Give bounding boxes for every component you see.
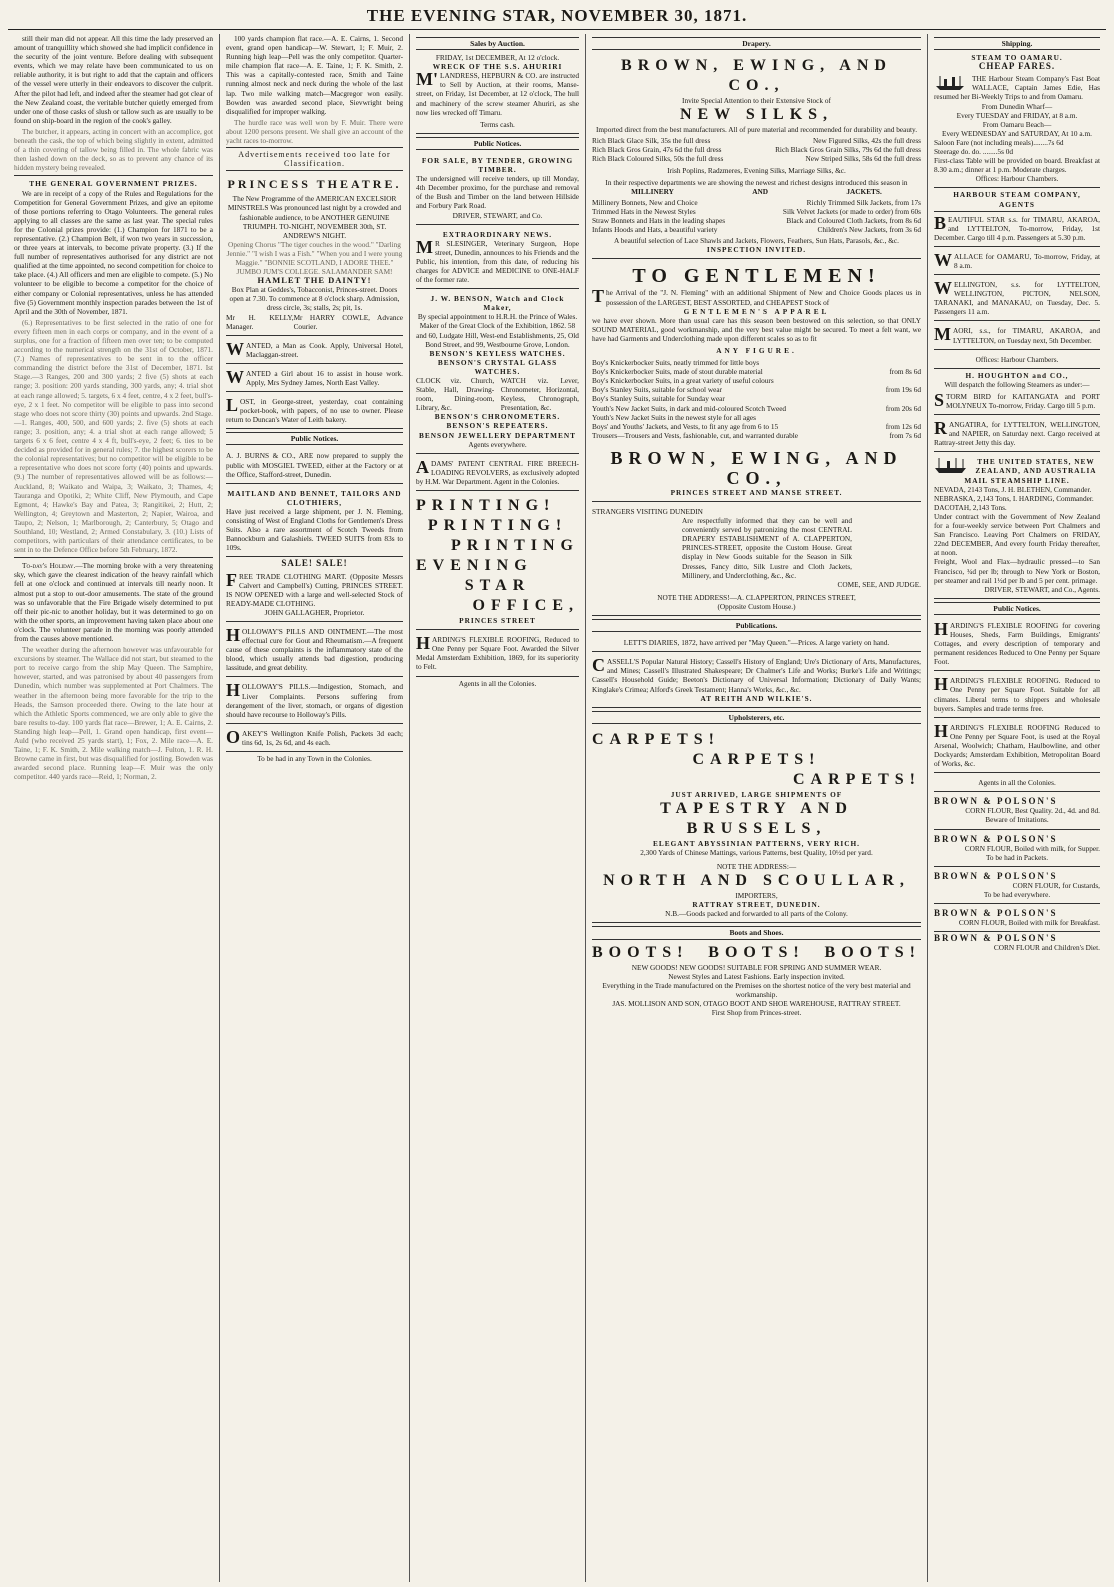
contract-line: Under contract with the Government of New Zealand for a four-weekly service between Port Chalmers and San Francisco. Leaving Port Chalmers on FRIDAY, 22nd DECEMBER, And every fourth Friday thereafter, at noon.: [934, 511, 1100, 558]
wellington-ad: WELLINGTON, s.s. for LYTTELTON, WELLINGTON, PICTON, NELSON, TARANAKI, and MANAKAU, on Tuesday, Dec. 5. Passengers 11 a.m.: [934, 277, 1100, 321]
sale-banner: SALE! SALE!: [281, 558, 348, 569]
printing-ad: [416, 493, 579, 630]
holiday-article: [14, 557, 213, 643]
colonies-footer: To be had in any Town in the Colonies.: [257, 754, 372, 763]
bp-tail: To be had in Packets.: [985, 852, 1049, 862]
suit-price: from 20s 6d: [885, 403, 921, 413]
auction-date: FRIDAY, 1st DECEMBER, At 12 o'clock.: [435, 53, 560, 63]
article-intro: still their man did not appear. All this time the lady preserved an amount of tranquillity which showed she had implicit confidence in the security of the joint venture. Before dealing with subsequent events, which we may relate have been communicated to us on reliable authority, it is but right to add that the captain and officers of the vessel were utterly in their endeavors to discover the culprit. After the pilot had left, and indeed after the steamer had got clear of the New Zealand coast, the veritable butcher quietly emerged from under one of those casks of slush or tallow such as are usually to be found on ship-board in the region of the cook's galley.: [14, 34, 213, 125]
section-public-notices-3: Public Notices.: [934, 602, 1100, 615]
section-publications: Publications.: [592, 619, 921, 632]
every-tuesday: Every TUESDAY and FRIDAY, at 8 a.m.: [956, 110, 1078, 120]
freetrade-ad: [226, 569, 403, 622]
manager-right: Mr HARRY COWLE, Advance Courier.: [293, 312, 403, 331]
harding-ad-1: HARDING'S FLEXIBLE ROOFING for covering Houses, Sheds, Farm Buildings, Emigrants' Cottages, and every description of temporary and permanent residences Reduced to One Penny per Square Foot.: [934, 618, 1100, 671]
star-line: STAR: [464, 577, 531, 595]
boots-word: BOOTS!: [708, 943, 805, 961]
bp-body: CORN FLOUR and Children's Diet.: [993, 943, 1100, 953]
mill-cell: Trimmed Hats in the Newest Styles: [592, 206, 696, 216]
silk-cell: New Striped Silks, 58s 6d the full dress: [805, 154, 921, 164]
bp-tail: Beware of Imitations.: [985, 815, 1049, 825]
clock-watch-table: [416, 376, 579, 412]
agents-all-colonies: Agents in all the Colonies.: [934, 775, 1100, 792]
suit-row: [592, 367, 921, 376]
strangers-body: Are respectfully informed that they can be well and conveniently served by patronizing the most CENTRAL DRAPERY ESTABLISHMENT of A. CLAPPERTON, PRINCES-STREET, opposite the Custom House. Great display in New Goods suitable for the Season in Silk Dresses, Fancy ditto, Silk Lustre and Cloth Jackets, Millinery, and Underclothing, &c., &c.: [682, 516, 852, 580]
suit-price: from 7s 6d: [889, 430, 921, 440]
column-2: [220, 34, 410, 1582]
importers: IMPORTERS,: [735, 891, 778, 901]
rangatira-ad: RANGATIRA, for LYTTELTON, WELLINGTON, and NAPIER, on Saturday next. Cargo received at Rattray-street Jetty this day.: [934, 417, 1100, 452]
extraordinary-title: EXTRAORDINARY NEWS.: [442, 229, 553, 239]
from-dunedin: From Dunedin Wharf—: [981, 101, 1053, 111]
from-oamaru: From Oamaru Beach—: [982, 119, 1052, 129]
carpets-line-2: CARPETS!: [692, 750, 821, 768]
boots-banner: [592, 943, 921, 963]
millinery-head: MILLINERY: [631, 186, 674, 196]
beautiful-star-ad: BEAUTIFUL STAR s.s. for TIMARU, AKAROA, and LYTTELTON, To-morrow, Friday, 1st December. Cargo till 4 p.m. Passengers at 5.30 p.m.: [934, 212, 1100, 247]
brown-ewing-title-2: BROWN, EWING, AND CO.,: [610, 447, 903, 488]
maitland-body: Have just received a large shipment, per J. N. Fleming, consisting of West of England Cloths for Gentlemen's Dress Suits. Also a rare assortment of Scotch Tweeds from Bannockburn and Galashiels. TWEED SUITS from 83s to 109s.: [226, 506, 403, 553]
offices-harbour-2: Offices: Harbour Chambers.: [934, 352, 1100, 369]
chronometers-title: BENSON'S CHRONOMETERS.: [434, 412, 561, 422]
mill-row: [592, 198, 921, 207]
suit-row: [592, 376, 921, 385]
suit-desc: Boy's Stanley Suits, suitable for Sunday wear: [592, 394, 725, 404]
benson-title: J. W. BENSON, Watch and Clock Maker,: [430, 294, 565, 313]
freight-line: Freight, Wool and Flax—hydraulic pressed—to San Francisco, ¾d per lb; through to New York or Boston, per steamer and rail 1½d per lb and 5 per cent. primage.: [934, 557, 1100, 585]
steamship-icon: [934, 74, 968, 92]
suit-desc: Boy's Knickerbocker Suits, in a great variety of useful colours: [592, 376, 774, 386]
suit-desc: Boys' and Youths' Jackets, and Vests, to fit any age from 6 to 15: [592, 421, 779, 431]
brown-ewing-silks-ad: [592, 53, 921, 259]
millinery-heads: [592, 187, 921, 196]
boots-ad: [592, 943, 921, 1018]
brown-polson-ad-1: [934, 794, 1100, 829]
suit-row: [592, 413, 921, 422]
silk-row: [592, 145, 921, 154]
note-address: NOTE THE ADDRESS:—: [716, 862, 797, 872]
slesinger-ad: [416, 227, 579, 290]
suit-row: [592, 404, 921, 413]
wreck-title: WRECK OF THE S.S. AHURIRI: [432, 62, 563, 72]
new-goods: NEW GOODS! NEW GOODS! SUITABLE FOR SPRING AND SUMMER WEAR.: [631, 962, 882, 972]
first-class-table: First-class Table will be provided on board. Breakfast at 8.30 a.m.; dinner at 1 p.m. Moderate charges.: [934, 156, 1100, 175]
every-wednesday: Every WEDNESDAY and SATURDAY, At 10 a.m.: [942, 128, 1092, 138]
us-mail-title: THE UNITED STATES, NEW ZEALAND, AND AUSTRALIA MAIL STEAMSHIP LINE.: [964, 457, 1097, 485]
gentlemen-title: TO GENTLEMEN!: [632, 265, 881, 288]
bp-name: BROWN & POLSON'S: [934, 796, 1058, 807]
reith-wilkie: AT REITH AND WILKIE'S.: [700, 693, 813, 703]
wallace-oamaru-ad: WALLACE for OAMARU, To-morrow, Friday, at 8 a.m.: [934, 249, 1100, 275]
mill-cell: Children's New Jackets, from 3s 6d: [817, 225, 921, 235]
apparel-title: GENTLEMEN'S APPAREL: [683, 306, 830, 316]
races-continued: The hurdle race was well won by F. Muir. There were about 1200 persons present. We shall give an account of the yacht races to-morrow.: [226, 117, 403, 146]
mill-cell: Infants Hoods and Hats, a beautiful variety: [592, 225, 718, 235]
theatre-program: Opening Chorus "The tiger couches in the wood." "Darling Jennie." "I wish I was a Fish." "When you and I were young Maggie." "BONNIE SCOTLAND, I ADORE THEE." JUMBO JUM'S COLLEGE. SALAMANDER SAM!: [226, 239, 403, 277]
column-4: [586, 34, 928, 1582]
column-1: [8, 34, 220, 1582]
masthead: THE EVENING STAR, NOVEMBER 30, 1871.: [8, 6, 1106, 30]
auction-body: M'LANDRESS, HEPBURN & CO. are instructed to Sell by Auction, at their rooms, Manse-street, on Friday, 1st December, at 12 o'clock, The hull and machinery of the screw steamer Ahuriri, as she now lies wrecked off Timaru.: [416, 69, 579, 117]
harbour-agents: HARBOUR STEAM COMPANY, AGENTS: [934, 190, 1100, 211]
mill-cell: Straw Bonnets and Hats in the leading shapes: [592, 216, 726, 226]
watch-list: WATCH viz. Lever, Chronometer, Horizontal, Keyless, Chronograph, Presentation, &c.: [500, 376, 579, 413]
lace-line: A beautiful selection of Lace Shawls and Jackets, Flowers, Feathers, Sun Hats, Parasols, &c., &c.: [614, 236, 899, 246]
adams-revolver-ad: ADAMS' PATENT CENTRAL FIRE BREECH-LOADING REVOLVERS, as exclusively adopted by H.M. War Department. Agent in the Colonies.: [416, 456, 579, 491]
suit-desc: Boy's Knickerbocker Suits, made of stout durable material: [592, 367, 763, 377]
theatre-managers: [226, 313, 403, 331]
suit-row: [592, 422, 921, 431]
column-3: [410, 34, 586, 1582]
carpets-line-1: CARPETS!: [592, 730, 721, 748]
silk-table: [592, 136, 921, 163]
office-line: OFFICE,: [472, 597, 579, 615]
agents-colonies: Agents in all the Colonies.: [458, 678, 537, 688]
bp-name: BROWN & POLSON'S: [934, 933, 1058, 944]
strangers-title: STRANGERS VISITING DUNEDIN: [592, 507, 703, 516]
suit-row: [592, 431, 921, 440]
dacotah-line: DACOTAH, 2,143 Tons.: [934, 502, 1007, 512]
bp-body: CORN FLOUR, Boiled with milk for Breakfast.: [958, 918, 1100, 928]
repeaters-title: BENSON'S REPEATERS.: [446, 421, 549, 431]
columns: [8, 34, 1106, 1582]
saloon-fare: Saloon Fare (not including meals)........7s 6d: [934, 137, 1064, 147]
agents-everywhere: Agents everywhere.: [468, 439, 527, 449]
princes-street-line: PRINCES STREET: [459, 616, 536, 626]
come-see-judge: COME, SEE, AND JUDGE.: [837, 579, 921, 589]
harding-ad-2: HARDING'S FLEXIBLE ROOFING. Reduced to One Penny per Square Foot. Suitable for all climates. Liberal terms to shippers and wholesale buyers. Samples and trade terms free.: [934, 673, 1100, 717]
theatre-body: The New Programme of the AMERICAN EXCELSIOR MINSTRELS Was pronounced last night by a crowded and fashionable audience, to be ANOTHER GENUINE TRIUMPH. TO-NIGHT, NOVEMBER 30th, ST. ANDREW'S NIGHT.: [227, 194, 402, 240]
bp-body: CORN FLOUR, Boiled with milk, for Supper.: [964, 843, 1100, 853]
cassell-ad: [592, 654, 921, 707]
irish-poplins: Irish Poplins, Radzmeres, Evening Silks, Marriage Silks, &c.: [667, 165, 846, 175]
bp-name: BROWN & POLSON'S: [934, 908, 1058, 919]
prizes-heading: THE GENERAL GOVERNMENT PRIZES.: [14, 175, 213, 188]
us-mail-ad: [934, 454, 1100, 598]
printing-line-2: PRINTING!: [427, 517, 568, 535]
wallace-ad: [934, 71, 1100, 188]
section-drapery: Drapery.: [592, 37, 921, 50]
suit-row: [592, 394, 921, 403]
driver-agents: DRIVER, STEWART, and Co., Agents.: [984, 584, 1100, 594]
wanted-cook-ad: WANTED, a Man as Cook. Apply, Universal Hotel, Maclaggan-street.: [226, 338, 403, 364]
abyssinian-patterns: ELEGANT ABYSSINIAN PATTERNS, VERY RICH.: [652, 838, 861, 848]
bp-name: BROWN & POLSON'S: [934, 870, 1058, 881]
bp-body: CORN FLOUR, for Custards,: [1012, 880, 1100, 890]
silk-cell: Rich Black Gros Grain, 47s 6d the full dress: [592, 145, 722, 155]
inspection-invited: INSPECTION INVITED.: [706, 245, 807, 255]
timber-ad: [416, 153, 579, 225]
and-word: AND: [752, 186, 769, 196]
holiday-body: —The morning broke with a very threatening sky, which gave the clearest indication of the heavy rainfall which fell at one o'clock and continued at intervals till nearly noon. It almost put a stop to out-door amusements. The state of the ground was so unfavorable that the Fire Brigade wisely determined to put off their pic-nic to another holiday, but it was determined to go on with the other sports, an improvement having taken place about one o'clock. The volunteer parade in the morning was poorly attended from the causes above mentioned.: [14, 561, 213, 643]
benson-ad: [416, 291, 579, 454]
mill-row: [592, 216, 921, 225]
maori-ad: MAORI, s.s., for TIMARU, AKAROA, and LYTTELTON, on Tuesday next, 5th December.: [934, 323, 1100, 349]
column-5: [928, 34, 1106, 1582]
theatre-title: PRINCESS THEATRE.: [227, 177, 402, 192]
storm-bird-ad: STORM BIRD for KAITANGATA and PORT MOLYNEUX To-morrow, Friday. Cargo till 5 p.m.: [934, 389, 1100, 415]
mail-steamship-icon: [934, 457, 968, 475]
printing-line-3: PRINTING: [450, 537, 579, 555]
suit-desc: Youth's New Jacket Suits, in dark and mid-coloured Scotch Tweed: [592, 403, 787, 413]
prizes-body-continued: (6.) Representatives to be first selected in the ratio of one for every fifteen men in each corps or company, and in the event of a surplus, one for a fraction of fifteen men over ten; to be computed according to the numerical strength on the 31st of October, 1871. (7.) Names of representatives to be sent in to the officer commanding the district before the 31st of December, 1871. Ist Stage.—3 Ranges, 200 and 300 yards; 2 five (5) shots at each range; 3. position: 200 yards standing, 300 yards, any; 4. trial shot at each range allowed; 5. targets, 6 x 4 feet, centre, 4 x 2 feet, bull's-eye, 2 x 1 feet. No competitor will be eligible to pass into second stage who does not score thirty (30) points and upwards. 2nd Stage.—1. Ranges, 400, 500, and 600 yards; 2. five (5) shots at each range; 3. position, any; 4. a trial shot at each range allowed; 5 targets 6 x 6 feet, centre 4 x 4 ft, bull's-eye, 2 feet; 6. ties to be decided as provided for in general rules; 7. the highest scorers to be the colonial representatives; but no competitor will be eligible to be a representative who does not score forty (40) points and upwards. (9.) The number of representatives allowed will be as follows:—Auckland, 8; Waikato and Waipa, 3; Waikato, 3; Thames, 4; Tauranga and Opotiki, 2; White Cliff, New Plymouth, and Cape Egmont, 4; Hawke's Bay and Patea, 3; Rangitikei, 2; Hutt, 2; Wellington, 4; Greytown and Masterton, 2; Napier, Wairoa, and Taupo, 2; Nelson, 1; Marlborough, 2; Canterbury, 5; Otago and Southland, 10; Westland, 2; Armed Constabulary, 3. (10.) Lists of competitors, with particulars of their attendance certificates, to be sent in to the Defence Office before 5th February, 1872.: [14, 317, 213, 555]
just-arrived: JUST ARRIVED, LARGE SHIPMENTS OF: [670, 789, 843, 799]
fleming-arrival: The Arrival of the "J. N. Fleming" with an additional Shipment of New and Choice Goods places us in possession of the LARGEST, BEST ASSORTED, and CHEAPEST Stock of: [592, 286, 921, 307]
brown-ewing-title: BROWN, EWING, AND CO.,: [621, 57, 892, 95]
nb-line: N.B.—Goods packed and forwarded to all parts of the Colony.: [665, 909, 848, 919]
bp-name: BROWN & POLSON'S: [934, 833, 1058, 844]
first-shop: First Shop from Princes-street.: [711, 1008, 802, 1017]
gentlemen-ad: [592, 261, 921, 502]
clapperton-address: NOTE THE ADDRESS!—A. CLAPPERTON, PRINCES STREET,: [657, 592, 856, 602]
opposite-custom-house: (Opposite Custom House.): [717, 601, 796, 611]
prizes-body: We are in receipt of a copy of the Rules and Regulations for the Competition for General Government Prizes, and give an epitome of those portions referring to Otago Volunteers. The general rules applying to all classes are the same as last year. The special rules for the Colonial prizes provide: (1.) Champion for 1871 to be a representative. (2.) Champion Belt, if won two years in succession, or three years at intervals, to become private property. (3.) If the full number of representatives authorised for any district are not qualified at the time appointed, no second competition for choice to take place. (4.) All officers and men are eligible to compete. (5.) No volunteer to be eligible to become a competitor for the choice of either company or Colonial representatives, unless he has attended five (5) Government monthly inspection parades between the 1st of April and the 30th of November, 1871.: [14, 188, 213, 316]
mill-cell: Silk Velvet Jackets (or made to order) from 60s: [782, 206, 921, 216]
clock-list: CLOCK viz. Church, Stable, Hall, Drawing-room, Dining-room, Library, &c.: [416, 376, 495, 413]
mattings-line: 2,300 Yards of Chinese Mattings, various Patterns, best Quality, 10½d per yard.: [640, 847, 873, 857]
section-public-notices: Public Notices.: [226, 432, 403, 445]
carpets-ad: [592, 727, 921, 924]
silk-row: [592, 136, 921, 145]
tapestry-brussels: TAPESTRY AND BRUSSELS,: [660, 799, 853, 837]
suit-desc: Boy's Stanley Suits, suitable for school wear: [592, 385, 723, 395]
princes-manse: PRINCES STREET AND MANSE STREET.: [670, 487, 843, 497]
suit-price: from 12s 6d: [885, 421, 921, 431]
shown-text: we have ever shown. More than usual care has this season been bestowed on this selection, so that ONLY SOUND MATERIAL, good workmanship, and the very best value might be secured. To meet a felt want, we have had Garments and Underclothing made upon different scales so as to fit: [592, 315, 921, 343]
oakey-ad: OAKEY'S Wellington Knife Polish, Packets 3d each; tins 6d, 1s, 2s 6d, and 4s each.: [226, 726, 403, 752]
slesinger-body: MR SLESINGER, Veterinary Surgeon, Hope street, Dunedin, announces to his Friends and the Public, his intention, from this date, of reducing his charges for ADVICE and MEDICINE to ONE-HALF of the former rate.: [416, 236, 579, 285]
north-scoullar: NORTH AND SCOULLAR,: [603, 872, 910, 890]
holiday-title: To-day's Holiday.: [22, 561, 76, 571]
suit-price: from 8s 6d: [889, 367, 921, 377]
burns-ad: A. J. BURNS & CO., ARE now prepared to supply the public with MOSGIEL TWEED, either at the Factory or at the Office, Stafford-street, Dunedin.: [226, 448, 403, 483]
maitland-title: MAITLAND AND BENNET, TAILORS AND CLOTHIERS,: [227, 488, 402, 507]
holloway-ointment-ad: HOLLOWAY'S PILLS AND OINTMENT.—The most effectual cure for Gout and Rheumatism.—A frequent cause of these complaints is the inflammatory state of the blood, which usually attends bad digestion, producing lassitude, and great debility.: [226, 624, 403, 677]
mill-cell: Millinery Bonnets, New and Choice: [592, 197, 698, 207]
steerage-fare: Steerage do. do. ........5s 0d: [934, 147, 1014, 157]
hamlet-line: HAMLET THE DAINTY!: [257, 275, 372, 286]
suit-row: [592, 385, 921, 394]
everything-trade: Everything in the Trade manufactured on the Premises on the shortest notice of the very best material and workmanship.: [602, 980, 911, 999]
section-auction: Sales by Auction.: [416, 37, 579, 50]
mill-row: [592, 225, 921, 234]
evening-line: EVENING: [416, 557, 533, 575]
races-report: 100 yards champion flat race.—A. E. Cairns, 1. Second event, grand open handicap—W. Stewart, 1; F. Muir, 2. Running high leap—Pell was the only competitor. Quarter-mile champion flat race—A. E. Taine, 1; F. K. Smith, 2. This was a capitally-contested race, Smith and Taine running almost neck and neck during the whole of the last lap. Two mile walking match—Macgregor won easily. Bowden was awarded second place, Sievwright being disqualified for improper walking.: [226, 34, 403, 116]
theatre-ad: [226, 171, 403, 335]
maitland-ad: [226, 486, 403, 558]
suit-price: from 19s 6d: [885, 385, 921, 395]
bp-body: CORN FLOUR, Best Quality. 2d., 4d. and 8d.: [965, 806, 1100, 816]
departments-line: In their respective departments we are showing the newest and richest designs introduced this season in: [605, 177, 908, 187]
printing-line-1: PRINTING!: [416, 497, 556, 515]
newest-styles: Newest Styles and Latest Fashions. Early inspection invited.: [668, 971, 845, 981]
late-ads-heading: Advertisements received too late for Classification.: [226, 147, 403, 171]
section-boots: Boots and Shoes.: [592, 926, 921, 939]
silk-cell: Rich Black Coloured Silks, 50s the full dress: [592, 154, 724, 164]
timber-title: FOR SALE, BY TENDER, GROWING TIMBER.: [421, 155, 574, 175]
cassell-body: CASSELL'S Popular Natural History; Cassell's History of England; Ure's Dictionary of Arts, Manufactures, and Mines; Cassell's Illustrated Shakespeare; Dr Chalmer's Life and Works; Burke's Life and Writings; Cassell's Household Guide; Beeton's Dictionary of Universal Information; Dictionary of Daily Wants; Kinglake's Crimea; Alford's Greek Testament; Hanna's Works, &c., &c.: [592, 655, 921, 694]
keyless-title: BENSON'S KEYLESS WATCHES.: [429, 348, 566, 358]
holiday-continued: The weather during the afternoon however was unfavourable for excursions by steamer. The Wallace did not start, but steamed to the port to receive cargo from the ship May Queen. The Samphire, however, started, and was patronised by about 40 passengers from Dunedin, which number was supplemented at Port Chalmers. The weather in the afternoon being more favorable for the trip to the Heads, the Samson proceeded there. Owing to the late hour at which the Athletic Sports commenced, we are only able to give the bare results to-day. 100 yards flat race—Brewer, 1; A. E. Cairns, 2. Standing high leap—Pell, 1. Grand open handicap, first event—Auld (who received 25 yards start), 1; Fox, 2. Mile race—A. E. Taine, 1; F. K. Smith, 2. Mile walking match—J. Fulton, 1. R. H. Browne came in first, but was disqualified for jostling. Bowden was awarded second place. Running leap—F. Muir was the only competitor. 440 yards race—Reid, 1; Norman, 2.: [14, 645, 214, 782]
wanted-girl-ad: WANTED a Girl about 16 to assist in house work. Apply, Mrs Sydney James, North East Valley.: [226, 366, 403, 392]
suit-row: [592, 358, 921, 367]
bp-tail: To be had everywhere.: [983, 890, 1051, 900]
silk-cell: Rich Black Glace Silk, 35s the full dress: [592, 136, 711, 146]
any-figure: ANY FIGURE.: [716, 345, 797, 355]
theatre-box-plan: Box Plan at Geddes's, Tobacconist, Princes-street. Doors open at 7.30. To commence at 8 o'clock sharp. Admission, dress circle, 3s; stalls, 2s; pit, 1s.: [229, 285, 400, 313]
boys-suits-table: [592, 358, 921, 440]
suit-desc: Boy's Knickerbocker Suits, neatly trimmed for little boys: [592, 358, 760, 368]
freetrade-body: FREE TRADE CLOTHING MART. (Opposite Messrs Calvert and Campbell's) Cutting, PRINCES STREET. IS NOW OPENED with a large and well-selected Stock of READY-MADE CLOTHING.: [226, 569, 403, 608]
boots-word: BOOTS!: [592, 943, 689, 961]
nebraska-line: NEBRASKA, 2,143 Tons, I. HARDING, Commander.: [934, 493, 1094, 503]
suit-desc: Trousers—Trousers and Vests, fashionable, cut, and warranted durable: [592, 430, 799, 440]
brown-polson-ad-5: [934, 934, 1100, 952]
holloway-pills-ad: HOLLOWAY'S PILLS.—Indigestion, Stomach, and Liver Complaints. Persons suffering from derangement of the liver, stomach, or organs of digestion should have recourse to Holloway's Pills.: [226, 679, 403, 723]
silk-row: [592, 154, 921, 163]
imported-line: Imported direct from the best manufacturers. All of pure material and recommended for durability and beauty.: [595, 125, 918, 135]
mill-row: [592, 207, 921, 216]
boots-word: BOOTS!: [824, 943, 921, 961]
mill-cell: Black and Coloured Cloth Jackets, from 8s 6d: [786, 216, 921, 226]
mill-cell: Richly Trimmed Silk Jackets, from 17s: [806, 197, 921, 207]
brown-polson-ad-3: [934, 869, 1100, 904]
houghton-despatch: Will despatch the following Steamers as under:—: [944, 379, 1090, 389]
wallace-body: THE Harbour Steam Company's Fast Boat WALLACE, Captain James Edie, Has resumed her Bi-Weekly Trips to and from Oamaru.: [934, 74, 1100, 102]
offices-harbour: Offices: Harbour Chambers.: [975, 174, 1059, 184]
harding-roofing-ad: HARDING'S FLEXIBLE ROOFING, Reduced to One Penny per Square Foot. Awarded the Silver Medal Amsterdam Exhibition, 1869, for its superiority to Felt.: [416, 632, 579, 676]
article-intro-continued: The butcher, it appears, acting in concert with an accomplice, got beneath the cask, the top of which being slightly in extent, admitted of a thin covering of tallow being filled in. The whole fabric was then lashed down on the deck, so as to prevent any chance of its hidden mystery being revealed.: [14, 126, 213, 173]
nevada-line: NEVADA, 2143 Tons, J. H. BLETHEN, Commander.: [934, 484, 1092, 494]
letts-diaries-ad: LETT'S DIARIES, 1872, have arrived per "May Queen."—Prices. A large variety on hand.: [592, 635, 921, 652]
suit-desc: Youth's New Jacket Suits in the newest style for all ages: [592, 412, 756, 422]
crystal-title: BENSON'S CRYSTAL GLASS WATCHES.: [437, 357, 558, 376]
timber-body: The undersigned will receive tenders, up till Monday, 4th December proximo, for the purchase and removal of the Bush and Timber on the land between Hillside and Forbury Park Road.: [416, 174, 579, 211]
mollison-address: JAS. MOLLISON AND SON, OTAGO BOOT AND SHOE WAREHOUSE, RATTRAY STREET.: [612, 998, 901, 1008]
houghton-title: H. HOUGHTON and CO.,: [965, 370, 1069, 380]
cheap-fares: CHEAP FARES.: [978, 61, 1056, 72]
silk-cell: Rich Black Gros Grain Silks, 79s 6d the full dress: [775, 145, 921, 155]
terms-cash: Terms cash.: [416, 117, 579, 134]
lost-ad: LOST, in George-street, yesterday, coat containing pocket-book, with papers, of no use to owner. Please return to Duncan's Water of Leith bakery.: [226, 394, 403, 429]
brown-polson-ad-4: [934, 906, 1100, 932]
silk-cell: New Figured Silks, 42s the full dress: [812, 136, 921, 146]
harding-ad-3: HARDING'S FLEXIBLE ROOFING Reduced to One Penny per Square Foot, is used at the Royal Arsenal, Woolwich; Chatham, Haulbowline, and other Dockyards; Amsterdam Exhibition, Metropolitan Board of Works, &c.: [934, 720, 1100, 773]
invite-line: Invite Special Attention to their Extensive Stock of: [682, 96, 831, 106]
steam-oamaru: STEAM TO OAMARU.: [971, 53, 1063, 63]
section-shipping: Shipping.: [934, 37, 1100, 50]
brown-polson-ad-2: [934, 832, 1100, 867]
manager-left: Mr H. KELLY, Manager.: [226, 312, 294, 331]
section-public-notices-2: Public Notices.: [416, 137, 579, 150]
jackets-head: JACKETS.: [846, 186, 882, 196]
millinery-table: [592, 198, 921, 234]
gallagher-signature: JOHN GALLAGHER, Proprietor.: [264, 607, 365, 617]
jewellery-title: BENSON JEWELLERY DEPARTMENT: [418, 430, 577, 440]
driver-signature: DRIVER, STEWART, and Co.: [452, 210, 543, 220]
clapperton-ad: [592, 504, 921, 616]
rattray-street: RATTRAY STREET, DUNEDIN.: [692, 900, 821, 910]
carpets-line-3: CARPETS!: [792, 770, 921, 788]
benson-body: By special appointment to H.R.H. the Prince of Wales. Maker of the Great Clock of the Exhibition, 1862. 58 and 60, Ludgate Hill, West-end Establishments, 25, Old Bond Street, and 99, Westbourne Grove, London.: [416, 312, 579, 349]
new-silks-title: NEW SILKS,: [679, 106, 834, 124]
section-upholsterers: Upholsterers, etc.: [592, 711, 921, 724]
